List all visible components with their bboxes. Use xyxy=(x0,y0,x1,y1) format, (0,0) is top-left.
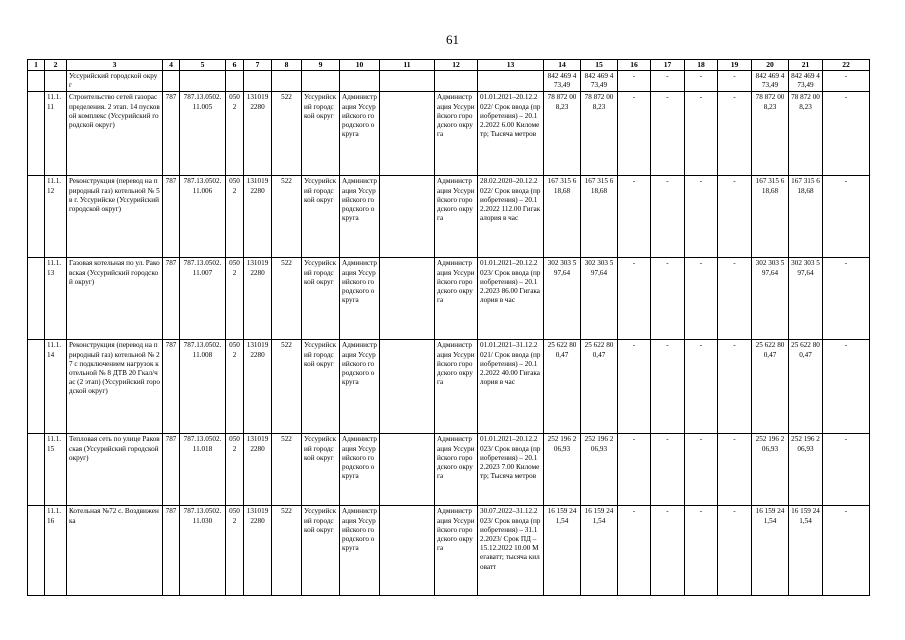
table-cell-col-11 xyxy=(380,92,435,176)
header-cell: 11 xyxy=(380,60,435,71)
header-cell: 3 xyxy=(67,60,163,71)
table-cell-col-7: 1310192280 xyxy=(244,434,272,506)
table-cell-col-18: - xyxy=(685,340,718,434)
table-cell-col-9: Уссурийский городской округ xyxy=(302,506,340,596)
table-cell-col-12: Администрация Уссурийского городского округа xyxy=(435,506,478,596)
table-cell-col-19: - xyxy=(718,506,752,596)
table-cell-col-13: 28.02.2020–20.12.2022/ Срок ввода (приобретения) – 20.12.2022 112.00 Гигакалория в час xyxy=(478,176,544,258)
table-cell-col-15: 16 159 241,54 xyxy=(581,506,618,596)
table-cell-col-5: 787.13.0502.11.008 xyxy=(180,340,226,434)
table-cell-col-10: Администрация Уссурийского городского округа xyxy=(340,506,380,596)
table-cell-col-8 xyxy=(272,71,302,92)
header-cell: 6 xyxy=(226,60,244,71)
table-cell-col-1 xyxy=(28,506,45,596)
table-cell-col-6: 0502 xyxy=(226,258,244,340)
table-cell-col-17: - xyxy=(651,258,685,340)
table-cell-col-7 xyxy=(244,71,272,92)
table-cell-col-2 xyxy=(45,71,67,92)
header-cell: 5 xyxy=(180,60,226,71)
table-cell-col-6 xyxy=(226,71,244,92)
table-cell-col-3: Тепловая сеть по улице Раковская (Уссурийский городской округ) xyxy=(67,434,163,506)
table-cell-col-4: 787 xyxy=(163,258,180,340)
table-cell-col-9: Уссурийский городской округ xyxy=(302,92,340,176)
table-cell-col-14: 167 315 618,68 xyxy=(544,176,581,258)
header-cell: 19 xyxy=(718,60,752,71)
table-cell-col-19: - xyxy=(718,71,752,92)
table-cell-col-17: - xyxy=(651,506,685,596)
table-cell-col-3: Котельная №72 с. Воздвиженка xyxy=(67,506,163,596)
table-cell-col-4: 787 xyxy=(163,92,180,176)
table-cell-col-13: 01.01.2021–31.12.2021/ Срок ввода (приобретения) – 20.12.2022 40.00 Гигакалория в час xyxy=(478,340,544,434)
table-cell-col-2: 11.1.16 xyxy=(45,506,67,596)
table-cell-col-19: - xyxy=(718,340,752,434)
table-cell-col-19: - xyxy=(718,258,752,340)
header-cell: 7 xyxy=(244,60,272,71)
table-cell-col-13: 01.01.2021–20.12.2022/ Срок ввода (приобретения) – 20.12.2022 6.00 Километр; Тысяча метров xyxy=(478,92,544,176)
header-cell: 4 xyxy=(163,60,180,71)
table-cell-col-14: 302 303 597,64 xyxy=(544,258,581,340)
table-cell-col-2: 11.1.14 xyxy=(45,340,67,434)
table-cell-col-3: Строительство сетей газораспределения. 2 этап. 14 пусковой комплекс (Уссурийский городской округ) xyxy=(67,92,163,176)
table-cell-col-4 xyxy=(163,71,180,92)
table-cell-col-3: Уссурийский городской округ xyxy=(67,71,163,92)
table-cell-col-21: 167 315 618,68 xyxy=(789,176,823,258)
table-cell-col-18: - xyxy=(685,506,718,596)
table-cell-col-6: 0502 xyxy=(226,340,244,434)
table-cell-col-14: 842 469 473,49 xyxy=(544,71,581,92)
table-cell-col-22: - xyxy=(823,506,870,596)
table-cell-col-8: 522 xyxy=(272,92,302,176)
table-cell-col-16: - xyxy=(618,71,651,92)
table-cell-col-8: 522 xyxy=(272,506,302,596)
table-cell-col-9: Уссурийский городской округ xyxy=(302,340,340,434)
table-cell-col-10: Администрация Уссурийского городского округа xyxy=(340,340,380,434)
table-cell-col-18: - xyxy=(685,92,718,176)
table-cell-col-2: 11.1.13 xyxy=(45,258,67,340)
table-cell-col-4: 787 xyxy=(163,340,180,434)
table-cell-col-7: 1310192280 xyxy=(244,258,272,340)
table-cell-col-17: - xyxy=(651,71,685,92)
table-row xyxy=(28,258,870,340)
header-cell: 16 xyxy=(618,60,651,71)
table-cell-col-2: 11.1.12 xyxy=(45,176,67,258)
table-cell-col-20: 78 872 008,23 xyxy=(752,92,789,176)
table-cell-col-21: 25 622 800,47 xyxy=(789,340,823,434)
table-row xyxy=(28,340,870,434)
table-cell-col-5: 787.13.0502.11.005 xyxy=(180,92,226,176)
table-cell-col-18: - xyxy=(685,434,718,506)
table-cell-col-10: Администрация Уссурийского городского округа xyxy=(340,176,380,258)
table-cell-col-22: - xyxy=(823,434,870,506)
table-row xyxy=(28,176,870,258)
table-cell-col-5: 787.13.0502.11.030 xyxy=(180,506,226,596)
header-cell: 20 xyxy=(752,60,789,71)
table-cell-col-12: Администрация Уссурийского городского округа xyxy=(435,434,478,506)
table-cell-col-12: Администрация Уссурийского городского округа xyxy=(435,340,478,434)
table-cell-col-13: 30.07.2022–31.12.2023/ Срок ввода (приобретения) – 31.12.2023/ Срок ПД – 15.12.2022 10.00 Мегаватт; тысяча киловатт xyxy=(478,506,544,596)
header-cell: 1 xyxy=(28,60,45,71)
table-cell-col-1 xyxy=(28,71,45,92)
table-cell-col-6: 0502 xyxy=(226,506,244,596)
header-row xyxy=(28,60,870,71)
table-cell-col-7: 1310192280 xyxy=(244,340,272,434)
table-cell-col-1 xyxy=(28,258,45,340)
table-cell-col-16: - xyxy=(618,176,651,258)
header-cell: 10 xyxy=(340,60,380,71)
table-cell-col-5 xyxy=(180,71,226,92)
table-row xyxy=(28,506,870,596)
table-cell-col-22: - xyxy=(823,92,870,176)
table-cell-col-11 xyxy=(380,71,435,92)
header-cell: 18 xyxy=(685,60,718,71)
header-cell: 14 xyxy=(544,60,581,71)
table-cell-col-6: 0502 xyxy=(226,176,244,258)
table-cell-col-16: - xyxy=(618,506,651,596)
table-cell-col-16: - xyxy=(618,340,651,434)
table-cell-col-21: 842 469 473,49 xyxy=(789,71,823,92)
table-cell-col-1 xyxy=(28,176,45,258)
table-cell-col-10: Администрация Уссурийского городского округа xyxy=(340,92,380,176)
table-cell-col-13: 01.01.2021–20.12.2023/ Срок ввода (приобретения) – 20.12.2023 7.00 Километр; Тысяча метров xyxy=(478,434,544,506)
table-cell-col-20: 302 303 597,64 xyxy=(752,258,789,340)
table-cell-col-3: Реконструкция (перевод на природный газ) котельной № 27 с подключением нагрузок котельной № 8 ДТВ 20 Гкал/час (2 этап) (Уссурийский городской округ) xyxy=(67,340,163,434)
table-cell-col-21: 252 196 206,93 xyxy=(789,434,823,506)
header-cell: 22 xyxy=(823,60,870,71)
table-cell-col-3: Газовая котельная по ул. Раковская (Уссурийский городской округ) xyxy=(67,258,163,340)
table-cell-col-4: 787 xyxy=(163,176,180,258)
table-cell-col-22: - xyxy=(823,176,870,258)
table-cell-col-14: 16 159 241,54 xyxy=(544,506,581,596)
table-cell-col-9: Уссурийский городской округ xyxy=(302,434,340,506)
table-cell-col-8: 522 xyxy=(272,176,302,258)
table-cell-col-19: - xyxy=(718,176,752,258)
table-cell-col-5: 787.13.0502.11.007 xyxy=(180,258,226,340)
table-row xyxy=(28,92,870,176)
table-cell-col-17: - xyxy=(651,340,685,434)
table-cell-col-11 xyxy=(380,340,435,434)
table-cell-col-15: 167 315 618,68 xyxy=(581,176,618,258)
table-cell-col-7: 1310192280 xyxy=(244,92,272,176)
table-cell-col-8: 522 xyxy=(272,434,302,506)
table-cell-col-15: 252 196 206,93 xyxy=(581,434,618,506)
table-cell-col-4: 787 xyxy=(163,434,180,506)
table-cell-col-10: Администрация Уссурийского городского округа xyxy=(340,258,380,340)
table-cell-col-14: 252 196 206,93 xyxy=(544,434,581,506)
header-cell: 13 xyxy=(478,60,544,71)
table-cell-col-13: 01.01.2021–20.12.2023/ Срок ввода (приобретения) – 20.12.2023 86.00 Гигакалория в час xyxy=(478,258,544,340)
table-cell-col-4: 787 xyxy=(163,506,180,596)
table-cell-col-22: - xyxy=(823,340,870,434)
table-cell-col-9 xyxy=(302,71,340,92)
table-cell-col-16: - xyxy=(618,434,651,506)
table-cell-col-15: 302 303 597,64 xyxy=(581,258,618,340)
budget-table xyxy=(27,59,870,596)
table-cell-col-17: - xyxy=(651,434,685,506)
table-cell-col-11 xyxy=(380,506,435,596)
table-cell-col-10: Администрация Уссурийского городского округа xyxy=(340,434,380,506)
table-cell-col-13 xyxy=(478,71,544,92)
table-cell-col-11 xyxy=(380,434,435,506)
table-cell-col-11 xyxy=(380,258,435,340)
table-cell-col-20: 252 196 206,93 xyxy=(752,434,789,506)
table-cell-col-20: 167 315 618,68 xyxy=(752,176,789,258)
table-cell-col-20: 842 469 473,49 xyxy=(752,71,789,92)
table-cell-col-19: - xyxy=(718,434,752,506)
table-cell-col-16: - xyxy=(618,92,651,176)
table-row xyxy=(28,71,870,92)
table-cell-col-14: 25 622 800,47 xyxy=(544,340,581,434)
table-cell-col-1 xyxy=(28,434,45,506)
table-cell-col-22: - xyxy=(823,71,870,92)
table-cell-col-6: 0502 xyxy=(226,434,244,506)
table-cell-col-2: 11.1.11 xyxy=(45,92,67,176)
page-number: 61 xyxy=(446,32,459,47)
table-cell-col-10 xyxy=(340,71,380,92)
header-cell: 21 xyxy=(789,60,823,71)
table-cell-col-15: 78 872 008,23 xyxy=(581,92,618,176)
table-cell-col-22: - xyxy=(823,258,870,340)
table-cell-col-5: 787.13.0502.11.006 xyxy=(180,176,226,258)
table-cell-col-18: - xyxy=(685,71,718,92)
header-cell: 17 xyxy=(651,60,685,71)
table-cell-col-21: 302 303 597,64 xyxy=(789,258,823,340)
table-cell-col-7: 1310192280 xyxy=(244,176,272,258)
table-cell-col-14: 78 872 008,23 xyxy=(544,92,581,176)
table-cell-col-5: 787.13.0502.11.018 xyxy=(180,434,226,506)
table-cell-col-8: 522 xyxy=(272,258,302,340)
header-cell: 8 xyxy=(272,60,302,71)
table-cell-col-20: 25 622 800,47 xyxy=(752,340,789,434)
table-cell-col-18: - xyxy=(685,176,718,258)
table-cell-col-16: - xyxy=(618,258,651,340)
table-cell-col-1 xyxy=(28,340,45,434)
table-cell-col-9: Уссурийский городской округ xyxy=(302,176,340,258)
table-cell-col-3: Реконструкция (перевод на природный газ) котельной № 5 в г. Уссурийске (Уссурийский городской округ) xyxy=(67,176,163,258)
table-cell-col-21: 16 159 241,54 xyxy=(789,506,823,596)
table-cell-col-17: - xyxy=(651,176,685,258)
table-cell-col-8: 522 xyxy=(272,340,302,434)
table-cell-col-1 xyxy=(28,92,45,176)
table-cell-col-21: 78 872 008,23 xyxy=(789,92,823,176)
header-cell: 2 xyxy=(45,60,67,71)
header-cell: 9 xyxy=(302,60,340,71)
table-cell-col-19: - xyxy=(718,92,752,176)
header-cell: 12 xyxy=(435,60,478,71)
table-cell-col-12: Администрация Уссурийского городского округа xyxy=(435,258,478,340)
table-cell-col-9: Уссурийский городской округ xyxy=(302,258,340,340)
table-row xyxy=(28,434,870,506)
table-cell-col-7: 1310192280 xyxy=(244,506,272,596)
table-cell-col-6: 0502 xyxy=(226,92,244,176)
table-cell-col-12 xyxy=(435,71,478,92)
table-cell-col-20: 16 159 241,54 xyxy=(752,506,789,596)
table-cell-col-12: Администрация Уссурийского городского округа xyxy=(435,176,478,258)
table-cell-col-2: 11.1.15 xyxy=(45,434,67,506)
table-cell-col-15: 25 622 800,47 xyxy=(581,340,618,434)
header-cell: 15 xyxy=(581,60,618,71)
table-cell-col-18: - xyxy=(685,258,718,340)
table-cell-col-11 xyxy=(380,176,435,258)
table-cell-col-17: - xyxy=(651,92,685,176)
table-cell-col-12: Администрация Уссурийского городского округа xyxy=(435,92,478,176)
table-cell-col-15: 842 469 473,49 xyxy=(581,71,618,92)
